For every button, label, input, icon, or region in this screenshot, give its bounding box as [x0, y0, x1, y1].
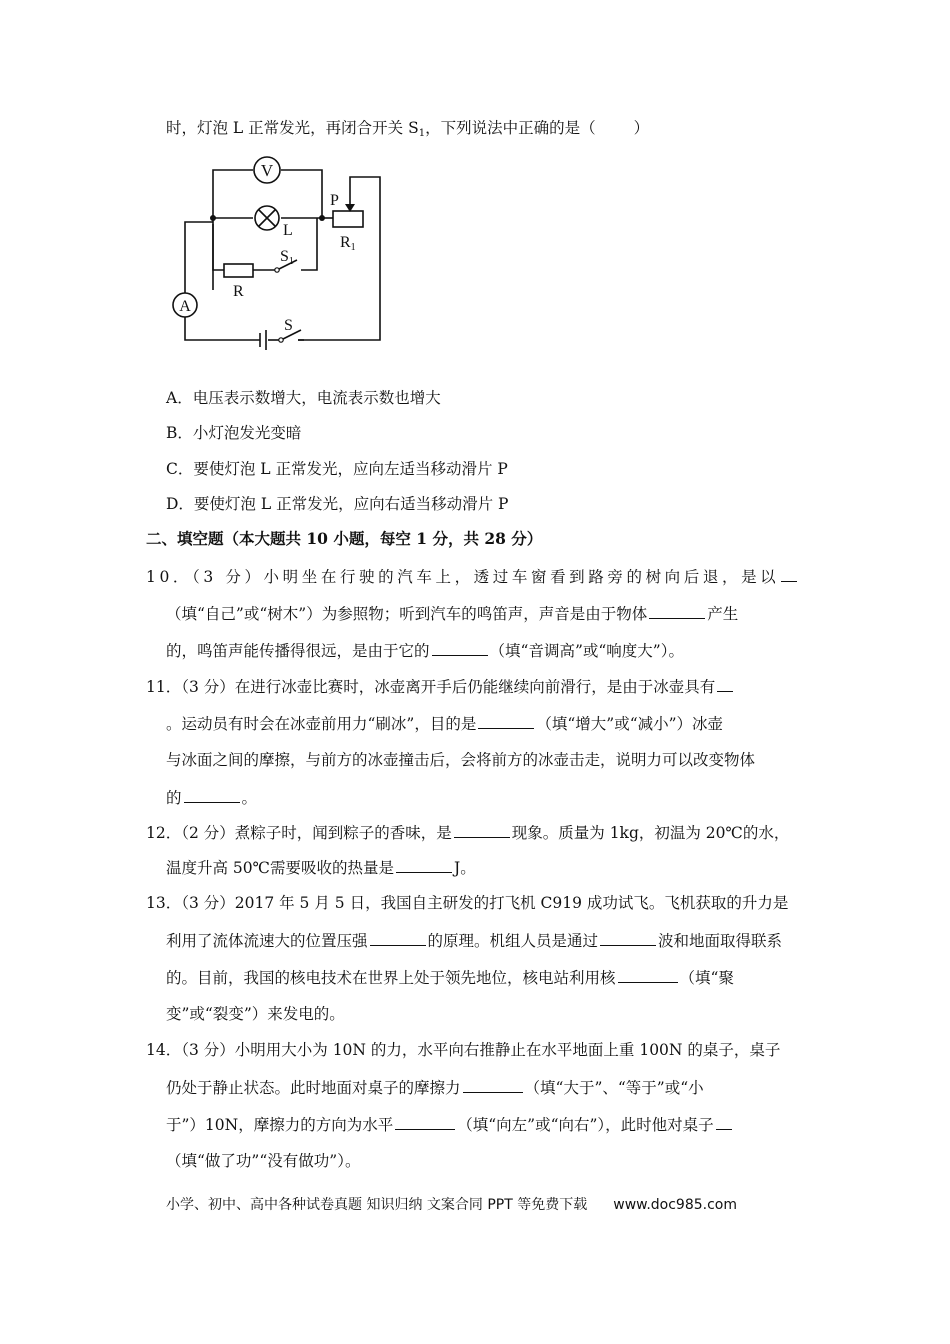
q14-line3: 于”）10N，摩擦力的方向为水平 （填“向左”或“向右”），此时他对桌子	[166, 1114, 734, 1135]
footer	[166, 1194, 737, 1214]
q12-line1: 12．（2 分）煮粽子时，闻到粽子的香味，是 现象。质量为 1kg，初温为 20℃的水，	[146, 824, 790, 842]
q13-line2: 利用了流体流速大的位置压强 的原理。机组人员是通过 波和地面取得联系	[166, 932, 783, 950]
footer-url[interactable]: www.doc985.com	[613, 1197, 737, 1213]
q10-line3: 的，鸣笛声能传播得很远，是由于它的 （填“音调高”或“响度大”）。	[166, 642, 684, 660]
footer-text: 小学、初中、高中各种试卷真题 知识归纳 文案合同 PPT 等免费下载	[166, 1197, 588, 1213]
q13-line1: 13．（3 分）2017 年 5 月 5 日，我国自主研发的打飞机 C919 成功试飞。飞机获取的升力是	[146, 894, 789, 912]
section-title: 二、填空题（本大题共 10 小题，每空 1 分，共 28 分）	[146, 529, 543, 548]
ammeter-symbol: A	[179, 298, 191, 315]
option-c: C．要使灯泡 L 正常发光，应向左适当移动滑片 P	[166, 460, 508, 478]
q14-line4: （填“做了功”“没有做功”）。	[166, 1152, 361, 1170]
option-d: D．要使灯泡 L 正常发光，应向右适当移动滑片 P	[166, 495, 509, 513]
switch-main-label: S	[284, 317, 293, 334]
question-intro: 时，灯泡 L 正常发光，再闭合开关 $S_1$，下列说法中正确的是（ ）	[166, 119, 650, 139]
slider-label: P	[330, 192, 339, 209]
q11-line1: 11．（3 分）在进行冰壶比赛时，冰壶离开手后仍能继续向前滑行，是由于冰壶具有	[146, 676, 735, 697]
q10-line1: 10．（3 分）小明坐在行驶的汽车上，透过车窗看到路旁的树向后退，是以	[146, 566, 799, 587]
q14-line2: 仍处于静止状态。此时地面对桌子的摩擦力 （填“大于”、“等于”或“小	[166, 1079, 704, 1097]
q13-line4: 变”或“裂变”）来发电的。	[166, 1005, 345, 1023]
resistor-label: R	[233, 283, 244, 300]
q11-line2: 。运动员有时会在冰壶前用力“刷冰”，目的是 （填“增大”或“减小”）冰壶	[166, 715, 724, 733]
q10-line2: （填“自己”或“树木”）为参照物；听到汽车的鸣笛声，声音是由于物体 产生	[166, 605, 739, 623]
option-b: B．小灯泡发光变暗	[166, 424, 302, 442]
voltmeter-symbol: V	[260, 161, 274, 180]
switch1-label: S1	[280, 248, 294, 267]
q13-line3: 的。目前，我国的核电技术在世界上处于领先地位，核电站利用核 （填“聚	[166, 969, 734, 987]
q11-line4: 的 。	[166, 789, 258, 807]
q12-line2: 温度升高 50℃需要吸收的热量是 J。	[166, 859, 476, 877]
q11-line3: 与冰面之间的摩擦，与前方的冰壶撞击后，会将前方的冰壶击走，说明力可以改变物体	[166, 751, 756, 769]
rheostat-label: R1	[340, 234, 356, 253]
option-a: A．电压表示数增大，电流表示数也增大	[166, 389, 441, 407]
lamp-label: L	[283, 222, 293, 239]
circuit-diagram	[160, 150, 390, 355]
q14-line1: 14．（3 分）小明用大小为 10N 的力，水平向右推静止在水平地面上重 100N 的桌子，桌子	[146, 1041, 781, 1059]
